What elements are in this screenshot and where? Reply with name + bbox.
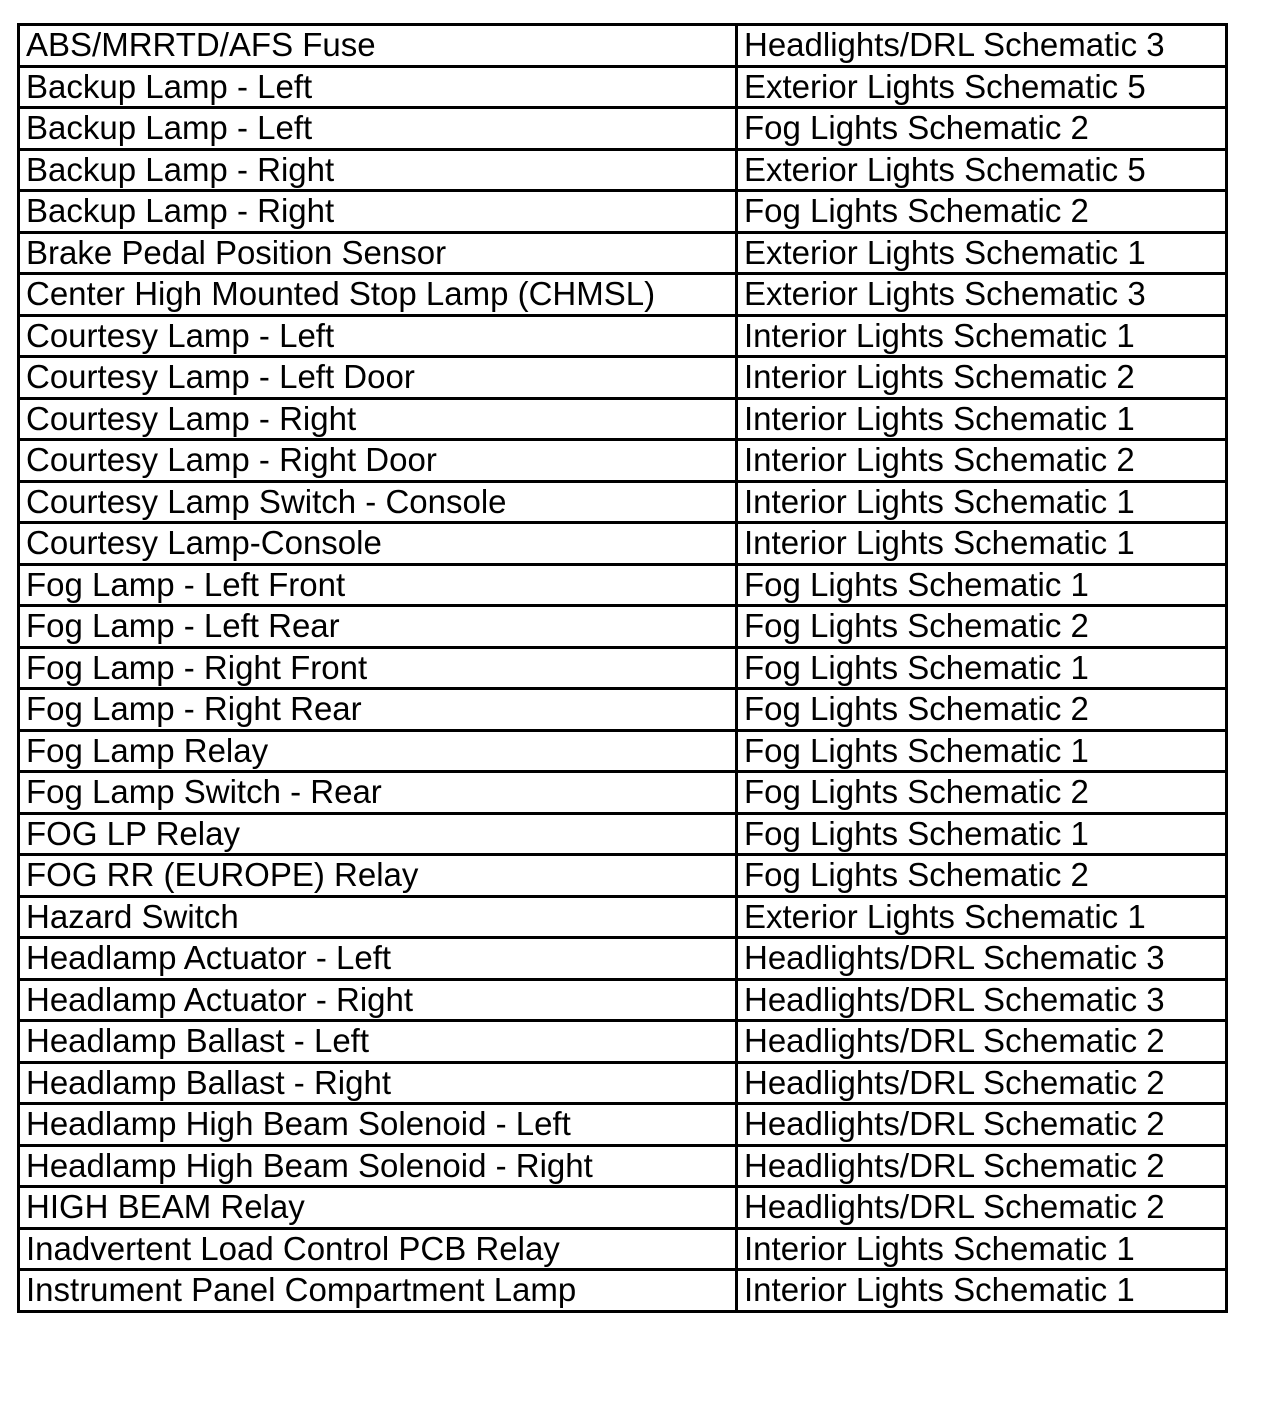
schematic-cell: Interior Lights Schematic 1 xyxy=(737,398,1227,440)
component-cell: Fog Lamp - Right Front xyxy=(19,647,737,689)
component-cell: Courtesy Lamp-Console xyxy=(19,523,737,565)
component-cell: Headlamp Actuator - Right xyxy=(19,979,737,1021)
schematic-cell: Fog Lights Schematic 1 xyxy=(737,813,1227,855)
schematic-cell: Interior Lights Schematic 2 xyxy=(737,440,1227,482)
table-row xyxy=(19,1270,1227,1312)
schematic-cell: Headlights/DRL Schematic 2 xyxy=(737,1145,1227,1187)
table-row xyxy=(19,440,1227,482)
table-row xyxy=(19,523,1227,565)
schematic-cell: Interior Lights Schematic 1 xyxy=(737,1228,1227,1270)
component-cell: Fog Lamp Switch - Rear xyxy=(19,772,737,814)
component-cell: Courtesy Lamp - Right xyxy=(19,398,737,440)
table-row xyxy=(19,357,1227,399)
table-row xyxy=(19,772,1227,814)
table-row xyxy=(19,398,1227,440)
component-cell: Instrument Panel Compartment Lamp xyxy=(19,1270,737,1312)
table-row xyxy=(19,1228,1227,1270)
component-cell: Backup Lamp - Right xyxy=(19,149,737,191)
table-row xyxy=(19,896,1227,938)
schematic-cell: Fog Lights Schematic 1 xyxy=(737,647,1227,689)
schematic-cell: Headlights/DRL Schematic 3 xyxy=(737,25,1227,67)
component-cell: Headlamp Ballast - Right xyxy=(19,1062,737,1104)
table-row xyxy=(19,191,1227,233)
schematic-cell: Fog Lights Schematic 2 xyxy=(737,689,1227,731)
schematic-cell: Exterior Lights Schematic 5 xyxy=(737,66,1227,108)
table-row xyxy=(19,149,1227,191)
component-cell: Inadvertent Load Control PCB Relay xyxy=(19,1228,737,1270)
schematic-cell: Headlights/DRL Schematic 2 xyxy=(737,1062,1227,1104)
table-row xyxy=(19,481,1227,523)
schematic-cell: Headlights/DRL Schematic 3 xyxy=(737,979,1227,1021)
schematic-cell: Fog Lights Schematic 2 xyxy=(737,855,1227,897)
table-body xyxy=(19,25,1227,1312)
schematic-cell: Headlights/DRL Schematic 3 xyxy=(737,938,1227,980)
schematic-cell: Headlights/DRL Schematic 2 xyxy=(737,1187,1227,1229)
schematic-cell: Interior Lights Schematic 1 xyxy=(737,1270,1227,1312)
table-row xyxy=(19,25,1227,67)
schematic-cell: Fog Lights Schematic 2 xyxy=(737,772,1227,814)
table-row xyxy=(19,1187,1227,1229)
table-row xyxy=(19,979,1227,1021)
component-cell: Headlamp High Beam Solenoid - Right xyxy=(19,1145,737,1187)
component-cell: ABS/MRRTD/AFS Fuse xyxy=(19,25,737,67)
schematic-cell: Exterior Lights Schematic 5 xyxy=(737,149,1227,191)
table-row xyxy=(19,1104,1227,1146)
schematic-cell: Interior Lights Schematic 1 xyxy=(737,481,1227,523)
component-cell: Fog Lamp Relay xyxy=(19,730,737,772)
schematic-cell: Fog Lights Schematic 2 xyxy=(737,191,1227,233)
component-cell: Backup Lamp - Left xyxy=(19,108,737,150)
table-row xyxy=(19,1021,1227,1063)
table-row xyxy=(19,315,1227,357)
table-row xyxy=(19,232,1227,274)
table-row xyxy=(19,1145,1227,1187)
component-cell: Headlamp High Beam Solenoid - Left xyxy=(19,1104,737,1146)
component-cell: FOG LP Relay xyxy=(19,813,737,855)
table-row xyxy=(19,1062,1227,1104)
component-cell: Center High Mounted Stop Lamp (CHMSL) xyxy=(19,274,737,316)
table-row xyxy=(19,66,1227,108)
schematic-cell: Fog Lights Schematic 1 xyxy=(737,730,1227,772)
component-cell: Brake Pedal Position Sensor xyxy=(19,232,737,274)
component-cell: Fog Lamp - Right Rear xyxy=(19,689,737,731)
table-row xyxy=(19,730,1227,772)
component-cell: Backup Lamp - Left xyxy=(19,66,737,108)
schematic-cell: Fog Lights Schematic 2 xyxy=(737,606,1227,648)
schematic-cell: Headlights/DRL Schematic 2 xyxy=(737,1021,1227,1063)
component-cell: Hazard Switch xyxy=(19,896,737,938)
table-row xyxy=(19,938,1227,980)
table-row xyxy=(19,108,1227,150)
component-cell: Headlamp Actuator - Left xyxy=(19,938,737,980)
component-locator-table-container xyxy=(17,23,1225,1313)
component-cell: Courtesy Lamp - Left xyxy=(19,315,737,357)
table-row xyxy=(19,647,1227,689)
schematic-cell: Fog Lights Schematic 1 xyxy=(737,564,1227,606)
component-cell: Fog Lamp - Left Front xyxy=(19,564,737,606)
schematic-cell: Exterior Lights Schematic 1 xyxy=(737,896,1227,938)
component-cell: FOG RR (EUROPE) Relay xyxy=(19,855,737,897)
table-row xyxy=(19,606,1227,648)
schematic-cell: Interior Lights Schematic 1 xyxy=(737,523,1227,565)
component-cell: Courtesy Lamp Switch - Console xyxy=(19,481,737,523)
table-row xyxy=(19,813,1227,855)
component-cell: Headlamp Ballast - Left xyxy=(19,1021,737,1063)
table-row xyxy=(19,689,1227,731)
component-cell: HIGH BEAM Relay xyxy=(19,1187,737,1229)
table-row xyxy=(19,274,1227,316)
component-cell: Courtesy Lamp - Left Door xyxy=(19,357,737,399)
schematic-cell: Headlights/DRL Schematic 2 xyxy=(737,1104,1227,1146)
table-row xyxy=(19,564,1227,606)
schematic-cell: Interior Lights Schematic 2 xyxy=(737,357,1227,399)
schematic-cell: Exterior Lights Schematic 1 xyxy=(737,232,1227,274)
table-row xyxy=(19,855,1227,897)
component-cell: Fog Lamp - Left Rear xyxy=(19,606,737,648)
component-cell: Courtesy Lamp - Right Door xyxy=(19,440,737,482)
schematic-cell: Fog Lights Schematic 2 xyxy=(737,108,1227,150)
component-cell: Backup Lamp - Right xyxy=(19,191,737,233)
schematic-cell: Interior Lights Schematic 1 xyxy=(737,315,1227,357)
schematic-cell: Exterior Lights Schematic 3 xyxy=(737,274,1227,316)
component-locator-table xyxy=(17,23,1228,1313)
